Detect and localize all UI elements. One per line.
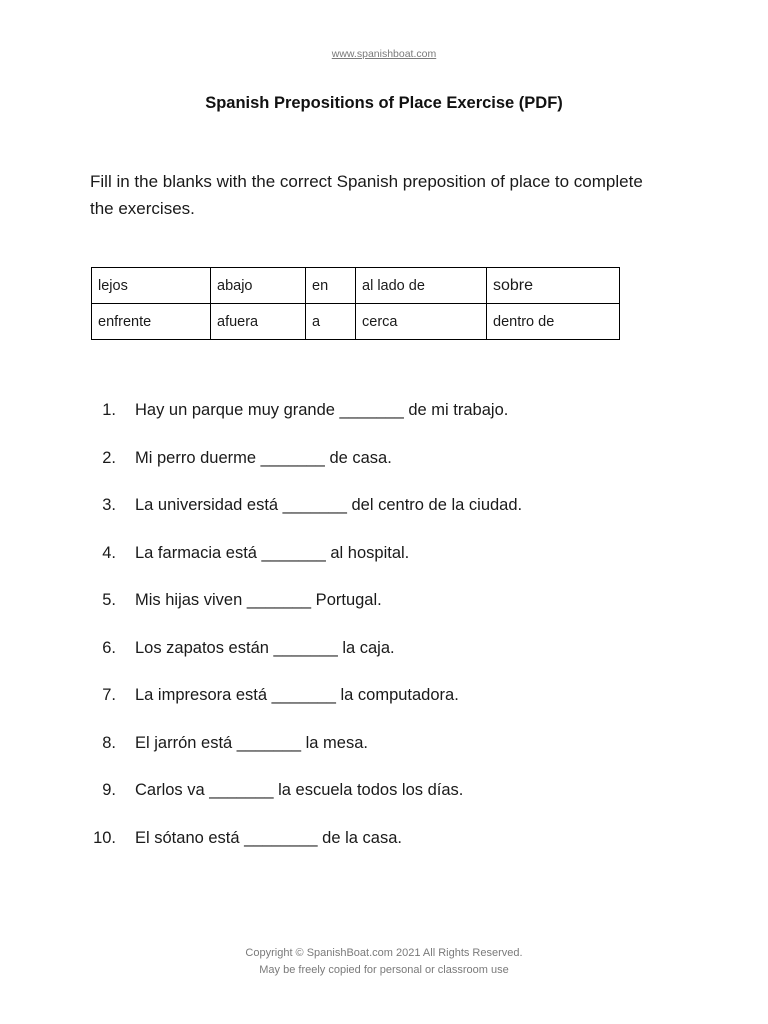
exercise-number: 7.: [102, 686, 116, 704]
exercise-item: [90, 445, 710, 493]
exercise-number: 4.: [102, 543, 116, 562]
exercise-text: Carlos va _______ la escuela todos los días.: [135, 781, 464, 799]
copyright-text: Copyright © SpanishBoat.com 2021 All Rights Reserved.: [245, 947, 523, 959]
exercise-text: Mis hijas viven _______ Portugal.: [135, 591, 382, 609]
word-bank-cell: abajo: [211, 268, 306, 304]
exercise-text: Los zapatos están _______ la caja.: [135, 638, 395, 657]
word-bank-cell: cerca: [356, 304, 487, 340]
exercise-item: [90, 397, 710, 445]
word-bank-cell: en: [306, 268, 356, 304]
word-bank-cell: al lado de: [356, 268, 487, 304]
exercise-number: 8.: [102, 733, 116, 752]
exercise-item: [90, 587, 710, 635]
exercise-item: [90, 682, 710, 730]
page-title: Spanish Prepositions of Place Exercise (PDF): [205, 94, 563, 112]
exercise-number: 10.: [93, 828, 116, 847]
exercise-text: La universidad está _______ del centro de la ciudad.: [135, 496, 523, 514]
site-url[interactable]: www.spanishboat.com: [331, 48, 437, 60]
exercise-number: 1.: [102, 401, 116, 419]
exercise-item: [90, 777, 710, 825]
exercise-item: [90, 730, 710, 778]
exercise-number: 9.: [102, 781, 116, 799]
word-bank-cell: lejos: [92, 268, 211, 304]
word-bank-row: [92, 304, 620, 340]
exercise-text: El sótano está ________ de la casa.: [135, 828, 402, 847]
exercise-number: 3.: [102, 496, 116, 514]
word-bank-table: [91, 267, 620, 340]
word-bank-cell: sobre: [487, 268, 620, 304]
exercise-text: El jarrón está _______ la mesa.: [135, 733, 368, 752]
exercise-item: [90, 635, 710, 683]
exercise-item: [90, 492, 710, 540]
exercise-text: La impresora está _______ la computadora.: [135, 686, 459, 704]
exercise-number: 6.: [102, 638, 116, 657]
word-bank-row: [92, 268, 620, 304]
instructions: Fill in the blanks with the correct Spanish preposition of place to complete the exercises.: [90, 172, 643, 218]
exercise-list: [90, 397, 710, 872]
exercise-text: Mi perro duerme _______ de casa.: [135, 448, 392, 467]
exercise-item: [90, 825, 710, 873]
exercise-item: [90, 540, 710, 588]
word-bank-cell: afuera: [211, 304, 306, 340]
usage-text: May be freely copied for personal or classroom use: [259, 964, 509, 976]
exercise-text: La farmacia está _______ al hospital.: [135, 543, 410, 562]
exercise-text: Hay un parque muy grande _______ de mi trabajo.: [135, 401, 509, 419]
site-link[interactable]: [0, 48, 768, 60]
word-bank-cell: dentro de: [487, 304, 620, 340]
word-bank-cell: a: [306, 304, 356, 340]
exercise-number: 2.: [102, 448, 116, 467]
word-bank-cell: enfrente: [92, 304, 211, 340]
footer: [0, 945, 768, 979]
exercise-number: 5.: [102, 591, 116, 609]
